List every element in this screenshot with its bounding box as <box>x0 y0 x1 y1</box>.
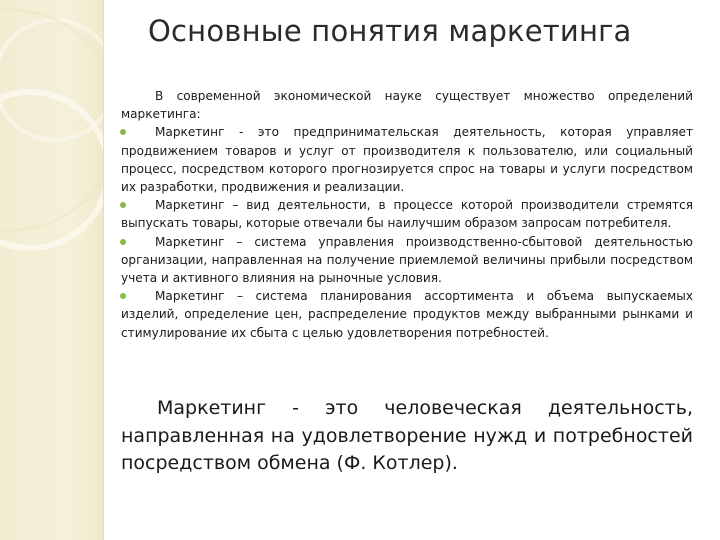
decorative-sidebar <box>0 0 104 540</box>
intro-text: В современной экономической науке существует множество определений маркетинга: <box>121 89 693 122</box>
slide-title: Основные понятия маркетинга <box>148 14 632 48</box>
definition-item <box>121 233 693 288</box>
definition-item <box>121 196 693 232</box>
bullet-icon <box>120 293 126 299</box>
definition-item <box>121 123 693 196</box>
bullet-icon <box>120 129 126 135</box>
definitions-block <box>121 87 693 342</box>
definition-text: Маркетинг - это предпринимательская деятельность, которая управляет продвижением товаров и услуг от производителя к пользователю, или социальный процесс, посредством которого прогнозируется спрос на товары и услуги посредством их разработки, продвижения и реализации. <box>121 125 693 195</box>
definition-text: Маркетинг – система планирования ассортимента и объема выпускаемых изделий, определение цен, распределение продуктов между выбранными рынками и стимулирование их сбыта с целью удовлетворения потребностей. <box>121 289 693 340</box>
decorative-circles <box>0 0 103 540</box>
bullet-icon <box>120 239 126 245</box>
bullet-icon <box>120 202 126 208</box>
kotler-quote: Маркетинг - это человеческая деятельность, направленная на удовлетворение нужд и потребностей посредством обмена (Ф. Котлер). <box>121 397 693 474</box>
definition-text: Маркетинг – система управления производственно-сбытовой деятельностью организации, направленная на получение приемлемой величины прибыли посредством учета и активного влияния на рыночные условия. <box>121 234 693 286</box>
definition-text: Маркетинг – вид деятельности, в процессе которой производители стремятся выпускать товары, которые отвечали бы наилучшим образом запросам потребителя. <box>121 198 693 231</box>
definition-item <box>121 287 693 342</box>
